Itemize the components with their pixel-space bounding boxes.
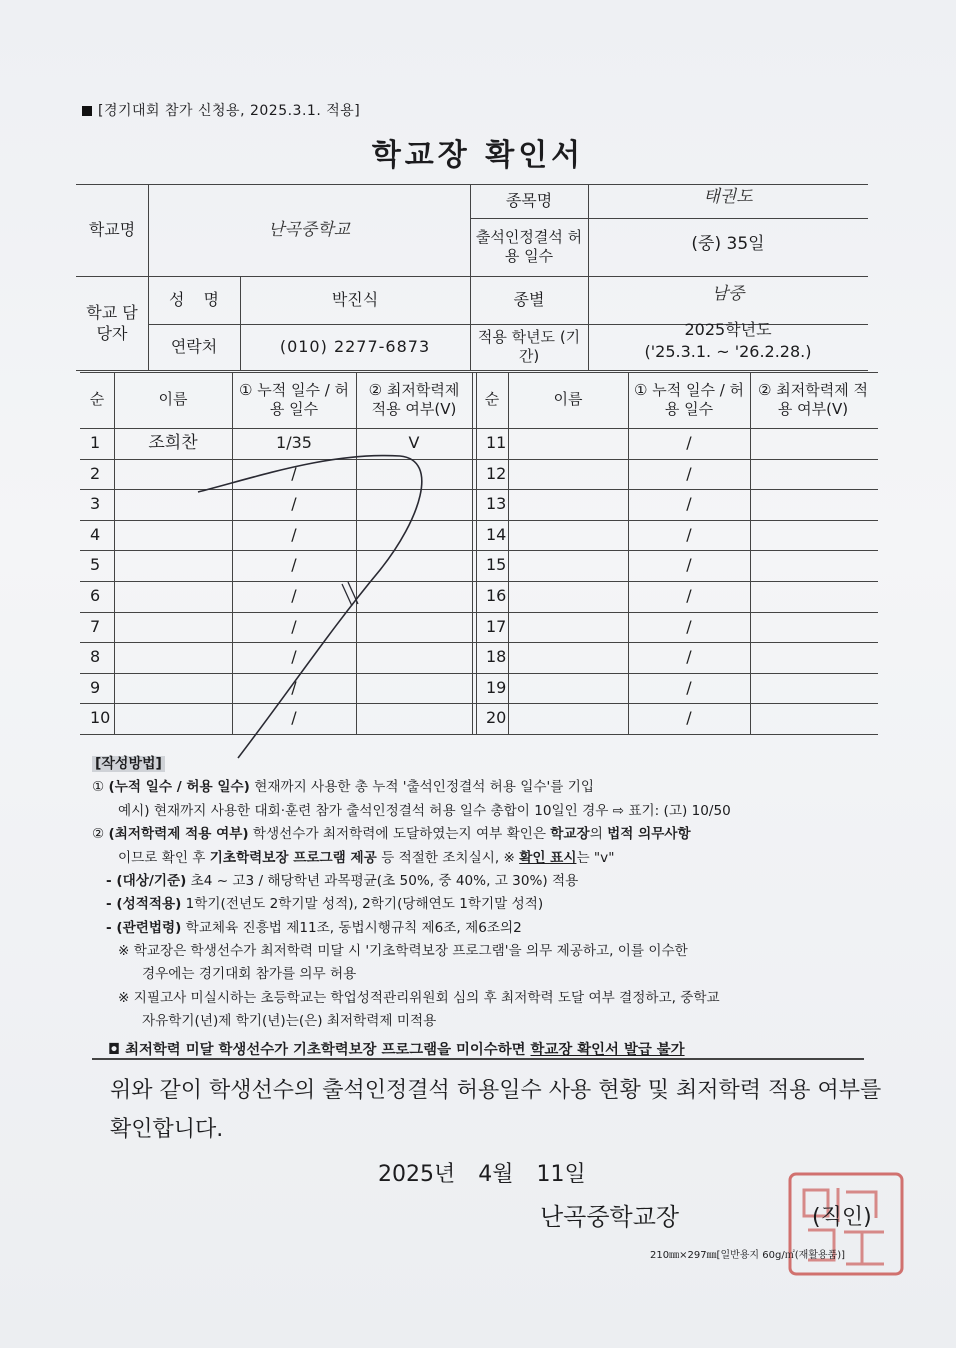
row-number: 11	[486, 432, 507, 452]
days-count: /	[686, 585, 692, 605]
days-count: /	[686, 493, 692, 513]
header-days: ① 누적 일수 / 허용 일수	[633, 380, 745, 418]
gender-value: 남중	[711, 283, 745, 304]
document-title: 학교장 확인서	[371, 138, 585, 173]
attendance-value: (중) 35일	[691, 233, 765, 254]
header-min: ② 최저학력제 적용 여부(V)	[368, 380, 460, 418]
paper-spec: 210㎜×297㎜[일반용지 60g/㎡(재활용품)]	[650, 1250, 846, 1261]
header-no: 순	[484, 390, 500, 409]
header-name: 이름	[158, 390, 188, 409]
days-count: /	[686, 707, 692, 727]
row-number: 16	[486, 585, 507, 605]
days-count: /	[291, 493, 297, 513]
row-number: 4	[90, 524, 101, 544]
name-label: 성 명	[169, 289, 219, 309]
row-number: 12	[486, 463, 507, 483]
days-count: /	[291, 677, 297, 697]
notice-icon: ◘	[108, 1041, 121, 1058]
year-label: 적용 학년도 (기간)	[477, 327, 581, 365]
days-count: /	[686, 616, 692, 636]
days-count: /	[291, 707, 297, 727]
attendance-label: 출석인정결석 허용 일수	[475, 227, 583, 265]
event-value: 태권도	[703, 186, 753, 207]
school-value: 난곡중학교	[267, 219, 351, 240]
days-count: /	[686, 524, 692, 544]
days-count: /	[686, 432, 692, 452]
year-period: ('25.3.1. ~ '26.2.28.)	[644, 341, 812, 361]
header-name: 이름	[553, 390, 583, 409]
row-number: 18	[486, 646, 507, 666]
school-label: 학교명	[88, 219, 136, 239]
row-number: 17	[486, 616, 507, 636]
days-count: /	[291, 585, 297, 605]
days-count: /	[686, 646, 692, 666]
divider	[92, 1058, 864, 1060]
seal-label: (직인)	[812, 1205, 872, 1230]
row-number: 8	[90, 646, 101, 666]
confirmation-text: 위와 같이 학생선수의 출석인정결석 허용일수 사용 현황 및 최저학력 적용 여부를 확인합니다.	[110, 1078, 882, 1142]
days-count: 1/35	[276, 432, 312, 452]
contact-value: (010) 2277-6873	[279, 336, 431, 356]
row-number: 5	[90, 554, 101, 574]
days-count: /	[686, 554, 692, 574]
row-number: 7	[90, 616, 101, 636]
row-number: 15	[486, 554, 507, 574]
min-standard-check: V	[408, 432, 420, 452]
year-value: 2025학년도	[684, 319, 772, 339]
staff-label: 학교 담당자	[86, 303, 138, 343]
days-count: /	[291, 616, 297, 636]
instructions-heading: [작성방법]	[92, 756, 165, 772]
days-count: /	[291, 463, 297, 483]
instructions: [작성방법] ① (누적 일수 / 허용 일수) 현재까지 사용한 총 누적 '출석인정결석 허용 일수'를 기입 예시) 현재까지 사용한 대회·훈련 참가 출석인정결석 허용 일수 총합이 10일인 경우 ⇨ 표기: (고) 10/50 ② (최저학력제 적용 여부) 학생선수가 최저학력에 도달하였는지 여부 확인은 학교장의 법적 의무사항 이므로 확인 후 기초학력보장 프로그램 제공 등 적절한 조치실시, ※ 확인 표시는 "v" - (대상/기준) 초4 ~ 고3 / 해당학년 과목평균(초 50%, 중 40%, 고 30%) 적용 - (성적적용) 1학기(전년도 2학기말 성적), 2학기(당해연도 1학기말 성적) - (관련법령) 학교체육 진흥법 제11조, 동법시행규칙 제6조, 제6조의2 ※ 학교장은 학생선수가 최저학력 미달 시 '기초학력보장 프로그램'을 의무 제공하고, 이를 이수한 경우에는 경기대회 참가를 의무 허용 ※ 지필고사 미실시하는 초등학교는 학업성적관리위원회 심의 후 최저학력 도달 여부 결정하고, 중학교 자유학기(년)제 학기(년)는(은) 최저학력제 미적용 ◘ 최저학력 미달 학생선수가 기초학력보장 프로그램을 미이수하면 학교장 확인서 발급 불가	[92, 752, 892, 1062]
row-number: 9	[90, 677, 101, 697]
gender-label: 종별	[513, 289, 545, 309]
days-count: /	[291, 524, 297, 544]
row-number: 3	[90, 493, 101, 513]
row-number: 10	[90, 707, 111, 727]
contact-label: 연락처	[170, 336, 218, 356]
row-number: 14	[486, 524, 507, 544]
row-number: 6	[90, 585, 101, 605]
header-no: 순	[89, 390, 105, 409]
days-count: /	[686, 677, 692, 697]
header-days: ① 누적 일수 / 허용 일수	[238, 380, 350, 418]
days-count: /	[686, 463, 692, 483]
row-number: 13	[486, 493, 507, 513]
issue-date: 2025년 4월 11일	[378, 1162, 586, 1187]
row-number: 19	[486, 677, 507, 697]
days-count: /	[291, 554, 297, 574]
event-label: 종목명	[505, 190, 553, 210]
row-number: 20	[486, 707, 507, 727]
form-header: [경기대회 참가 신청용, 2025.3.1. 적용]	[82, 100, 360, 120]
student-name: 조희찬	[148, 433, 198, 454]
instruction-example: 예시) 현재까지 사용한 대회·훈련 참가 출석인정결석 허용 일수 총합이 10일인 경우 ⇨ 표기: (고) 10/50	[118, 802, 731, 819]
name-value: 박진식	[331, 289, 379, 309]
row-number: 1	[90, 432, 101, 452]
row-number: 2	[90, 463, 101, 483]
header-min: ② 최저학력제 적용 여부(V)	[758, 380, 868, 418]
days-count: /	[291, 646, 297, 666]
principal-name: 난곡중학교장	[540, 1203, 680, 1231]
